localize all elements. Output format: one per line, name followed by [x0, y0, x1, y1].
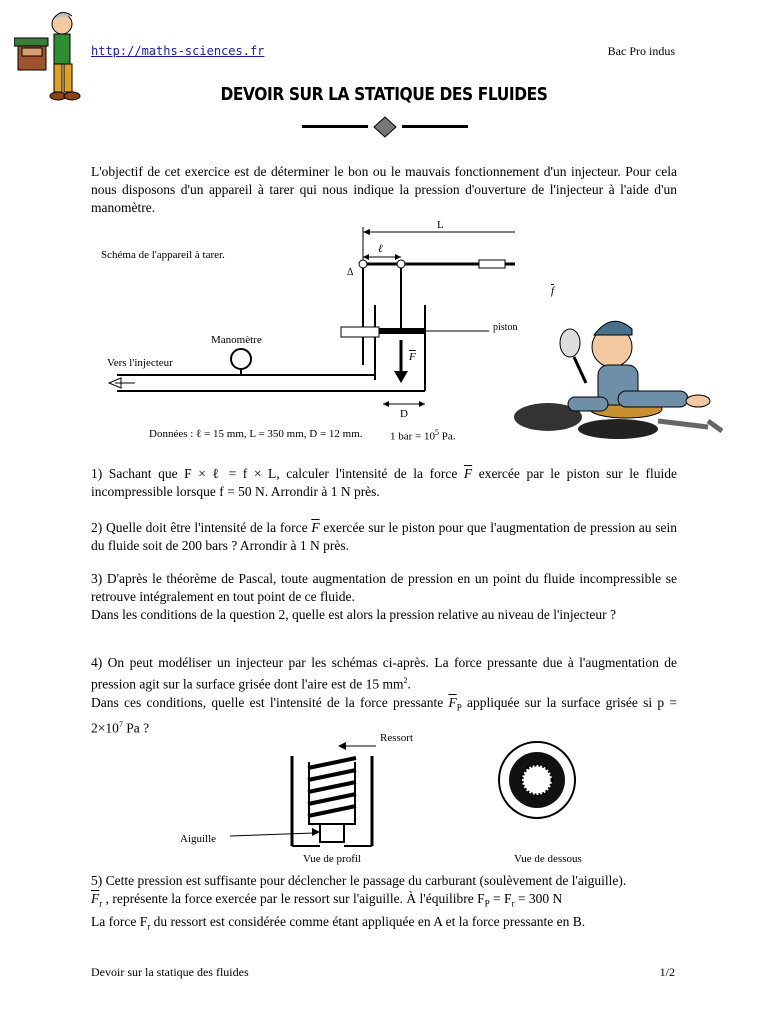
page-number: 1/2 — [659, 965, 675, 979]
injector-figure — [180, 728, 600, 868]
question-5: 5) Cette pression est suffisante pour déclencher le passage du carburant (soulèvement de l'aiguille). $\overline{F}_r$ , représente la force exercée par le ressort sur l'aiguille. À l'équilibre $F_P = F_r = 300$ N La force $F_r$ du ressort est considérée comme étant appliquée en A et la force pressante en B. — [91, 873, 627, 932]
course-level: Bac Pro indus — [607, 44, 675, 58]
data-line: Données : ℓ = 15 mm, L = 350 mm, D = 12 mm. — [149, 428, 363, 440]
footer-title: Devoir sur la statique des fluides — [91, 965, 249, 979]
D-label: D — [400, 408, 408, 420]
f-label: $\overline{f}$ — [551, 285, 555, 297]
page-title: DEVOIR SUR LA STATIQUE DES FLUIDES — [220, 84, 548, 105]
mechanic-illustration — [508, 305, 723, 445]
spring-label: Ressort — [380, 732, 413, 744]
bar-conversion: 1 bar = $10^5$ Pa. — [390, 428, 456, 443]
bottom-view-label: Vue de dessous — [514, 853, 582, 865]
title-ornament — [300, 116, 470, 143]
intro-paragraph: L'objectif de cet exercice est de déterminer le bon ou le mauvais fonctionnement d'un injecteur. Pour cela nous disposons d'un appareil à tarer qui nous indique la pression d'ouverture de l'injecteur à l'aide d'un manomètre. — [91, 164, 677, 215]
question-2: 2) Quelle doit être l'intensité de la force $\overline{F}$ exercée sur le piston pour que l'augmentation de pression au sein du fluide soit de 200 bars ? Arrondir à 1 N près. — [91, 520, 677, 553]
question-4: 4) On peut modéliser un injecteur par les schémas ci-après. La force pressante due à l'augmentation de pression agit sur la surface grisée dont l'aire est de 15 $mm^2$. Dans ces conditions, quelle est l'intensité de la force pressante $\overline{F}_P$ appliquée sur la surface grisée si $p = 2\times 10^7$ Pa ? — [91, 655, 678, 736]
manometer-label: Manomètre — [211, 334, 262, 346]
question-3: 3) D'après le théorème de Pascal, toute augmentation de pression en un point du fluide incompressible se retrouve intégralement en tout point de ce fluide. Dans les conditions de la question 2, quelle est alors la pression relative au niveau de l'injecteur ? — [91, 571, 677, 622]
F-label: $\overline{F}$ — [409, 351, 416, 363]
injector-direction-label: Vers l'injecteur — [107, 357, 173, 369]
l-label: ℓ — [378, 243, 383, 255]
profile-view-label: Vue de profil — [303, 853, 361, 865]
piston-label: piston — [493, 322, 518, 333]
site-link[interactable]: http://maths-sciences.fr — [91, 44, 265, 58]
needle-label: Aiguille — [180, 833, 217, 845]
delta-label: Δ — [347, 267, 354, 278]
question-1: 1) Sachant que F × ℓ = f × L, calculer l'intensité de la force $\overline{F}$ exercée par le piston sur le fluide incompressible lorsque f = 50 N. Arrondir à 1 N près. — [91, 466, 677, 499]
schema-figure — [95, 215, 555, 445]
schema-title: Schéma de l'appareil à tarer. — [101, 249, 225, 261]
L-label: L — [437, 219, 444, 231]
